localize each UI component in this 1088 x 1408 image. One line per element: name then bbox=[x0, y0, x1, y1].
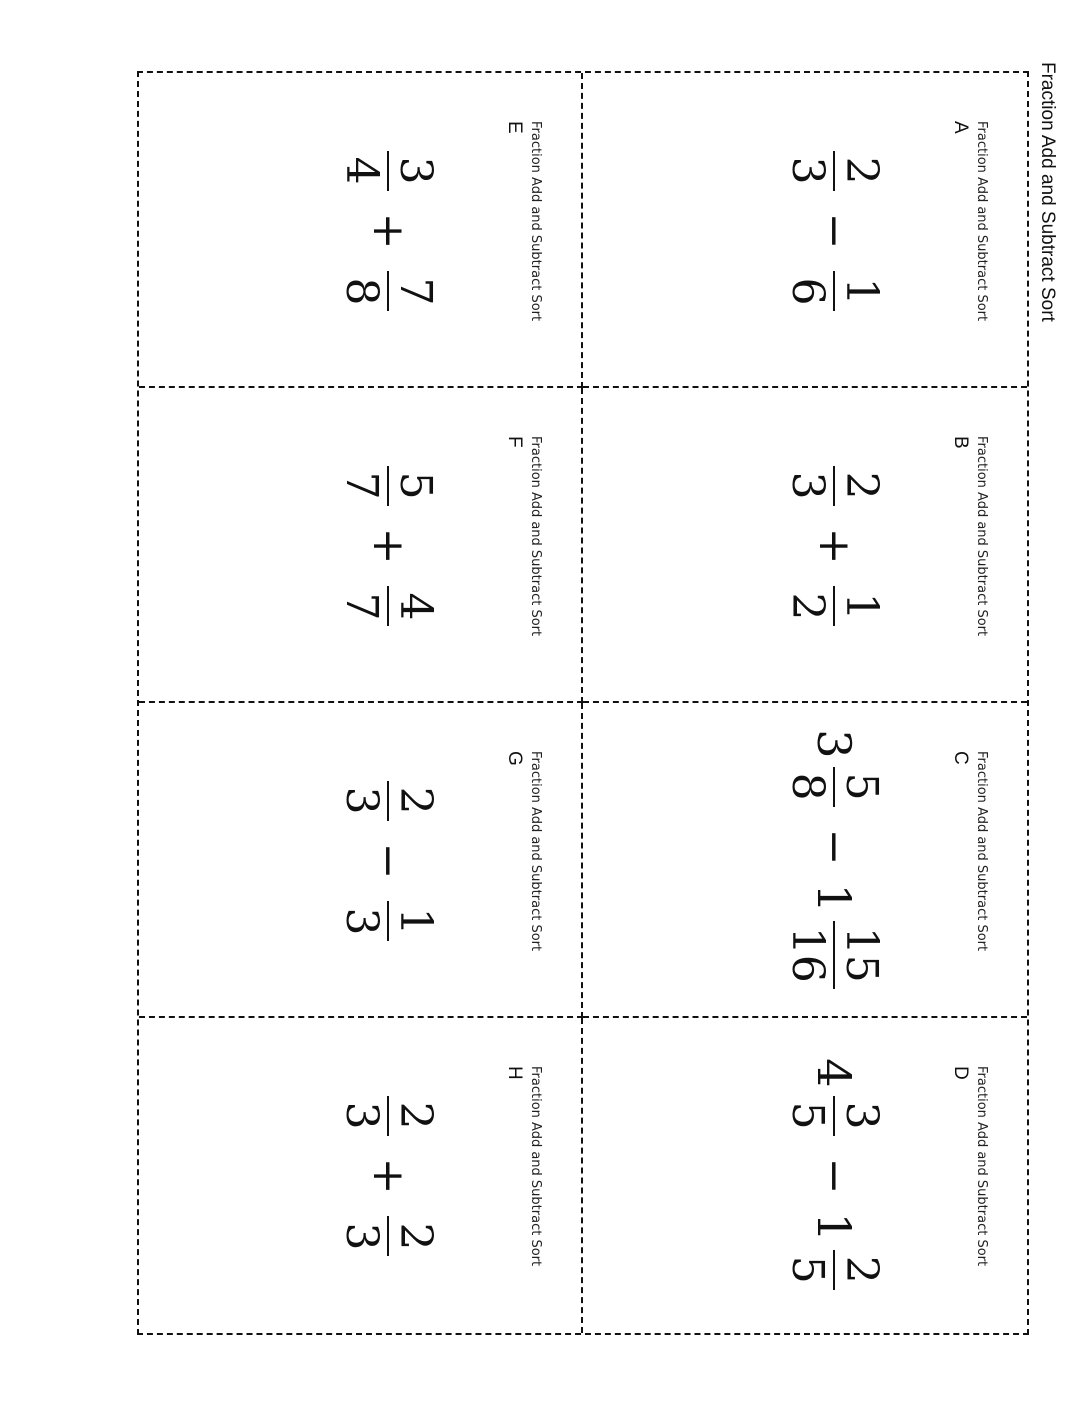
fraction bbox=[336, 151, 441, 191]
card-label: Fraction Add and Subtract Sort bbox=[528, 121, 543, 322]
fraction-expression bbox=[779, 73, 889, 388]
operator: + bbox=[809, 527, 860, 565]
fraction bbox=[336, 781, 441, 821]
first-term bbox=[336, 462, 441, 510]
first-term bbox=[782, 147, 887, 195]
whole-number: 1 bbox=[807, 883, 861, 913]
denominator: 3 bbox=[336, 1222, 387, 1251]
fraction bbox=[782, 271, 887, 311]
card-letter: A bbox=[950, 121, 971, 134]
denominator: 5 bbox=[782, 1255, 833, 1284]
fraction bbox=[782, 586, 887, 626]
numerator: 2 bbox=[836, 471, 887, 500]
numerator: 2 bbox=[390, 1222, 441, 1251]
operator: + bbox=[363, 1157, 414, 1195]
denominator: 5 bbox=[782, 1101, 833, 1130]
fraction bbox=[782, 921, 887, 989]
card-letter: F bbox=[504, 436, 525, 448]
first-term bbox=[336, 777, 441, 825]
fraction bbox=[336, 1096, 441, 1136]
operator: + bbox=[363, 527, 414, 565]
card-grid bbox=[137, 71, 1029, 1335]
card-a bbox=[583, 73, 1027, 388]
numerator: 3 bbox=[390, 156, 441, 185]
numerator: 5 bbox=[836, 772, 887, 801]
first-term bbox=[782, 1058, 887, 1139]
denominator: 7 bbox=[336, 471, 387, 500]
fraction-expression bbox=[779, 388, 889, 703]
operator: + bbox=[363, 212, 414, 250]
numerator: 7 bbox=[390, 277, 441, 306]
denominator: 3 bbox=[336, 907, 387, 936]
card-label: Fraction Add and Subtract Sort bbox=[974, 751, 989, 952]
whole-number: 1 bbox=[807, 1212, 861, 1242]
card-label: Fraction Add and Subtract Sort bbox=[528, 1066, 543, 1267]
card-letter: G bbox=[504, 751, 525, 766]
second-term bbox=[336, 267, 441, 315]
card-letter: E bbox=[504, 121, 525, 134]
operator: − bbox=[809, 828, 860, 866]
fraction bbox=[336, 271, 441, 311]
numerator: 2 bbox=[836, 156, 887, 185]
page-title: Fraction Add and Subtract Sort bbox=[1037, 62, 1058, 322]
card-letter: D bbox=[950, 1066, 971, 1080]
card-label: Fraction Add and Subtract Sort bbox=[974, 436, 989, 637]
numerator: 3 bbox=[836, 1101, 887, 1130]
denominator: 7 bbox=[336, 592, 387, 621]
numerator: 2 bbox=[390, 786, 441, 815]
first-term bbox=[782, 462, 887, 510]
fraction-expression bbox=[333, 1018, 443, 1333]
fraction bbox=[782, 1096, 887, 1136]
numerator: 1 bbox=[390, 907, 441, 936]
denominator: 4 bbox=[336, 156, 387, 185]
numerator: 1 bbox=[836, 592, 887, 621]
fraction bbox=[336, 901, 441, 941]
card-e bbox=[139, 73, 583, 388]
first-term bbox=[336, 147, 441, 195]
operator: − bbox=[809, 1157, 860, 1195]
fraction bbox=[336, 1216, 441, 1256]
numerator: 5 bbox=[390, 471, 441, 500]
second-term bbox=[782, 883, 887, 992]
fraction bbox=[336, 586, 441, 626]
denominator: 8 bbox=[782, 772, 833, 801]
fraction bbox=[782, 1250, 887, 1290]
numerator: 2 bbox=[390, 1101, 441, 1130]
card-label: Fraction Add and Subtract Sort bbox=[528, 751, 543, 952]
fraction-expression bbox=[779, 1018, 889, 1333]
denominator: 8 bbox=[336, 277, 387, 306]
whole-number: 4 bbox=[807, 1058, 861, 1088]
fraction-expression bbox=[333, 703, 443, 1018]
fraction bbox=[782, 466, 887, 506]
operator: − bbox=[363, 842, 414, 880]
card-label: Fraction Add and Subtract Sort bbox=[974, 121, 989, 322]
second-term bbox=[782, 267, 887, 315]
card-g bbox=[139, 703, 583, 1018]
numerator: 2 bbox=[836, 1255, 887, 1284]
denominator: 3 bbox=[782, 156, 833, 185]
card-f bbox=[139, 388, 583, 703]
denominator: 3 bbox=[336, 1101, 387, 1130]
fraction bbox=[782, 767, 887, 807]
fraction-expression bbox=[779, 703, 889, 1018]
operator: − bbox=[809, 212, 860, 250]
denominator: 3 bbox=[336, 786, 387, 815]
denominator: 6 bbox=[782, 277, 833, 306]
numerator: 15 bbox=[836, 926, 887, 983]
second-term bbox=[782, 582, 887, 630]
second-term bbox=[336, 897, 441, 945]
card-label: Fraction Add and Subtract Sort bbox=[528, 436, 543, 637]
numerator: 4 bbox=[390, 592, 441, 621]
card-letter: H bbox=[504, 1066, 525, 1080]
card-letter: B bbox=[950, 436, 971, 449]
denominator: 3 bbox=[782, 471, 833, 500]
whole-number: 3 bbox=[807, 729, 861, 759]
second-term bbox=[782, 1212, 887, 1293]
card-label: Fraction Add and Subtract Sort bbox=[974, 1066, 989, 1267]
card-c bbox=[583, 703, 1027, 1018]
fraction bbox=[336, 466, 441, 506]
first-term bbox=[782, 729, 887, 810]
fraction-expression bbox=[333, 73, 443, 388]
denominator: 16 bbox=[782, 926, 833, 983]
second-term bbox=[336, 582, 441, 630]
fraction-expression bbox=[333, 388, 443, 703]
numerator: 1 bbox=[836, 277, 887, 306]
denominator: 2 bbox=[782, 592, 833, 621]
card-h bbox=[139, 1018, 583, 1333]
card-letter: C bbox=[950, 751, 971, 765]
card-b bbox=[583, 388, 1027, 703]
card-d bbox=[583, 1018, 1027, 1333]
second-term bbox=[336, 1212, 441, 1260]
fraction bbox=[782, 151, 887, 191]
first-term bbox=[336, 1092, 441, 1140]
